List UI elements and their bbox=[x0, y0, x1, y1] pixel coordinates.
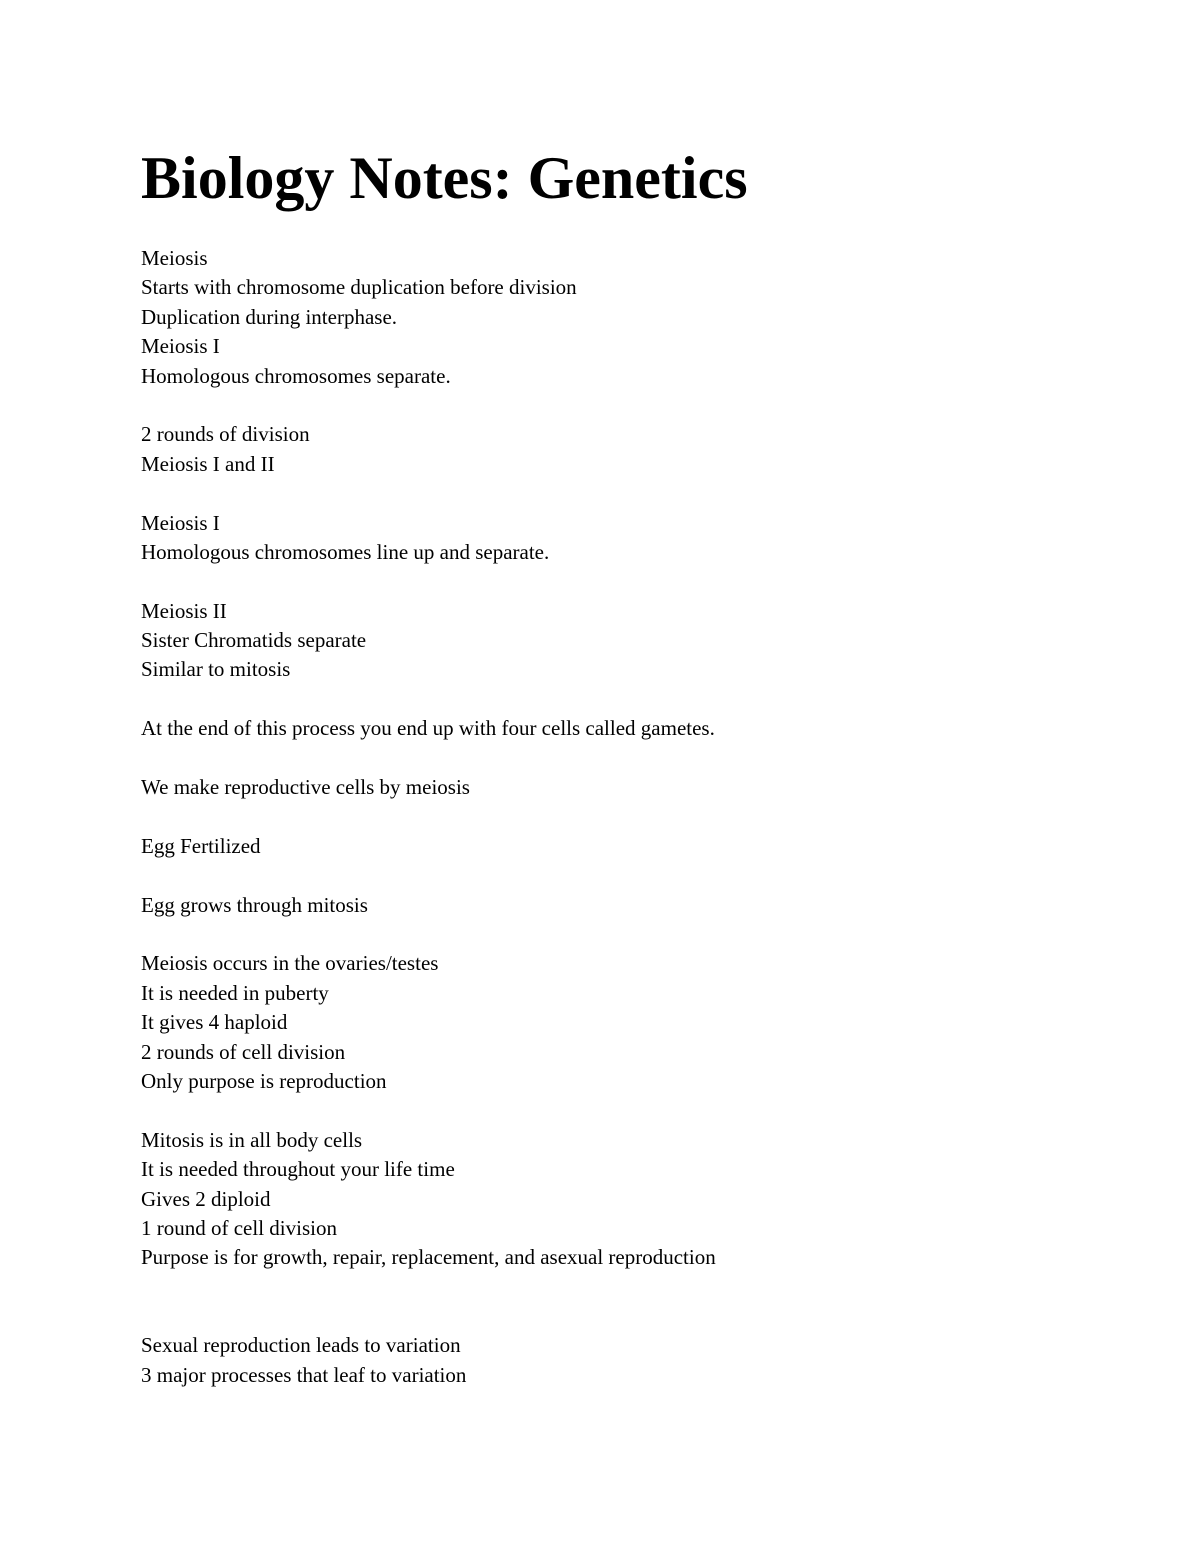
text-line: Starts with chromosome duplication before division bbox=[141, 275, 577, 300]
text-line: Meiosis II bbox=[141, 598, 227, 623]
blank-line bbox=[141, 567, 1101, 596]
blank-line bbox=[141, 1302, 1101, 1331]
text-line: Egg Fertilized bbox=[141, 833, 261, 858]
text-line: Sister Chromatids separate bbox=[141, 628, 367, 653]
blank-line bbox=[141, 861, 1101, 890]
text-line: Meiosis I and II bbox=[141, 451, 275, 476]
text-line: At the end of this process you end up with four cells called gametes. bbox=[141, 716, 715, 741]
text-line: We make reproductive cells by meiosis bbox=[141, 775, 470, 800]
blank-line bbox=[141, 802, 1101, 831]
text-line: Homologous chromosomes line up and separate. bbox=[141, 539, 550, 564]
blank-line bbox=[141, 1096, 1101, 1125]
text-line: Purpose is for growth, repair, replacement, and asexual reproduction bbox=[141, 1245, 716, 1270]
text-line: It gives 4 haploid bbox=[141, 1010, 288, 1035]
text-line: Mitosis is in all body cells bbox=[141, 1127, 363, 1152]
blank-line bbox=[141, 685, 1101, 714]
document-title: Biology Notes: Genetics bbox=[141, 145, 748, 211]
text-line: Meiosis I bbox=[141, 510, 220, 535]
text-line: Meiosis occurs in the ovaries/testes bbox=[141, 951, 439, 976]
text-line: Meiosis bbox=[141, 246, 208, 270]
text-line: It is needed in puberty bbox=[141, 980, 329, 1005]
text-line: Sexual reproduction leads to variation bbox=[141, 1333, 461, 1358]
blank-line bbox=[141, 744, 1101, 773]
document-body bbox=[141, 244, 1101, 1390]
text-line: 1 round of cell division bbox=[141, 1215, 337, 1240]
blank-line bbox=[141, 920, 1101, 949]
text-line: Duplication during interphase. bbox=[141, 304, 398, 329]
text-line: Only purpose is reproduction bbox=[141, 1068, 387, 1093]
text-line: 2 rounds of cell division bbox=[141, 1039, 346, 1064]
text-line: Egg grows through mitosis bbox=[141, 892, 368, 917]
text-line: Similar to mitosis bbox=[141, 657, 291, 682]
blank-line bbox=[141, 391, 1101, 420]
text-line: 2 rounds of division bbox=[141, 422, 310, 447]
text-line: Gives 2 diploid bbox=[141, 1186, 271, 1211]
text-line: It is needed throughout your life time bbox=[141, 1157, 455, 1182]
text-line: 3 major processes that leaf to variation bbox=[141, 1362, 467, 1387]
blank-line bbox=[141, 1273, 1101, 1302]
text-line: Homologous chromosomes separate. bbox=[141, 363, 451, 388]
blank-line bbox=[141, 479, 1101, 508]
text-line: Meiosis I bbox=[141, 334, 220, 359]
